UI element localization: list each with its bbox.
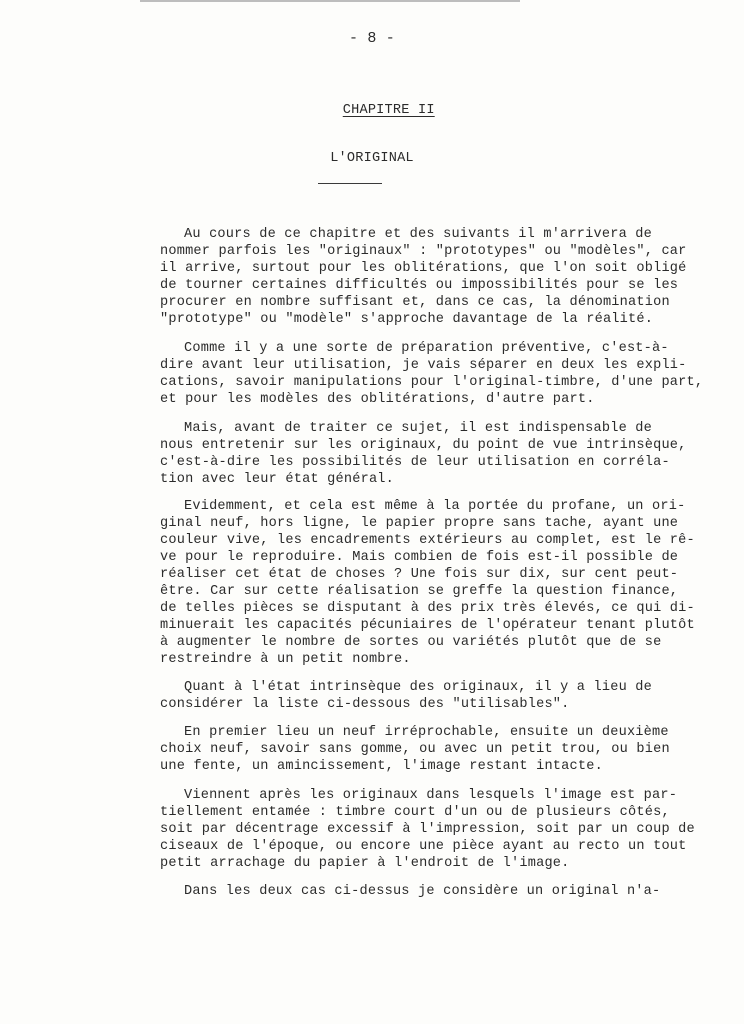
- text-line: de telles pièces se disputant à des prix très élevés, ce qui di-: [160, 601, 695, 616]
- section-title: L'ORIGINAL: [330, 151, 414, 166]
- text-line: Comme il y a une sorte de préparation préventive, c'est-à-: [184, 341, 669, 356]
- text-line: il arrive, surtout pour les oblitérations, que l'on soit obligé: [160, 261, 687, 276]
- text-line: soit par décentrage excessif à l'impression, soit par un coup de: [160, 822, 695, 837]
- text-line: Au cours de ce chapitre et des suivants il m'arrivera de: [184, 227, 653, 242]
- text-line: et pour les modèles des oblitérations, d'autre part.: [160, 392, 595, 407]
- text-line: c'est-à-dire les possibilités de leur utilisation en corréla-: [160, 455, 670, 470]
- text-line: Dans les deux cas ci-dessus je considère un original n'a-: [184, 884, 661, 899]
- text-line: une fente, un amincissement, l'image restant intacte.: [160, 759, 603, 774]
- text-line: Evidemment, et cela est même à la portée du profane, un ori-: [184, 499, 686, 514]
- text-line: ginal neuf, hors ligne, le papier propre sans tache, ayant une: [160, 516, 679, 531]
- text-line: procurer en nombre suffisant et, dans ce cas, la dénomination: [160, 295, 670, 310]
- text-line: être. Car sur cette réalisation se greffe la question finance,: [160, 584, 679, 599]
- text-line: choix neuf, savoir sans gomme, ou avec un petit trou, ou bien: [160, 742, 670, 757]
- text-line: considérer la liste ci-dessous des "utilisables".: [160, 697, 570, 712]
- page-number: - 8 -: [348, 30, 395, 47]
- text-line: petit arrachage du papier à l'endroit de l'image.: [160, 856, 570, 871]
- text-line: minuerait les capacités pécuniaires de l'opérateur tenant plutôt: [160, 618, 695, 633]
- text-line: de tourner certaines difficultés ou impossibilités pour se les: [160, 278, 679, 293]
- text-line: tion avec leur état général.: [160, 472, 395, 487]
- chapter-heading-text: CHAPITRE II: [342, 103, 435, 118]
- text-line: ciseaux de l'époque, ou encore une pièce ayant au recto un tout: [160, 839, 687, 854]
- text-line: Viennent après les originaux dans lesquels l'image est par-: [184, 788, 678, 803]
- text-line: nommer parfois les "originaux" : "prototypes" ou "modèles", car: [160, 244, 687, 259]
- text-line: ve pour le reproduire. Mais combien de fois est-il possible de: [160, 550, 679, 565]
- text-line: dire avant leur utilisation, je vais séparer en deux les expli-: [160, 358, 687, 373]
- text-line: réaliser cet état de choses ? Une fois sur dix, sur cent peut-: [160, 567, 679, 582]
- text-line: "prototype" ou "modèle" s'approche davantage de la réalité.: [160, 312, 654, 327]
- text-line: Mais, avant de traiter ce sujet, il est indispensable de: [184, 421, 653, 436]
- text-line: cations, savoir manipulations pour l'original-timbre, d'une part,: [160, 375, 704, 390]
- text-line: tiellement entamée : timbre court d'un ou de plusieurs côtés,: [160, 805, 670, 820]
- text-line: couleur vive, les encadrements extérieurs au complet, est le rê-: [160, 533, 695, 548]
- text-line: restreindre à un petit nombre.: [160, 652, 411, 667]
- text-line: nous entretenir sur les originaux, du point de vue intrinsèque,: [160, 438, 687, 453]
- text-line: Quant à l'état intrinsèque des originaux, il y a lieu de: [184, 680, 653, 695]
- text-line: En premier lieu un neuf irréprochable, ensuite un deuxième: [184, 725, 669, 740]
- text-line: à augmenter le nombre de sortes ou variétés plutôt que de se: [160, 635, 662, 650]
